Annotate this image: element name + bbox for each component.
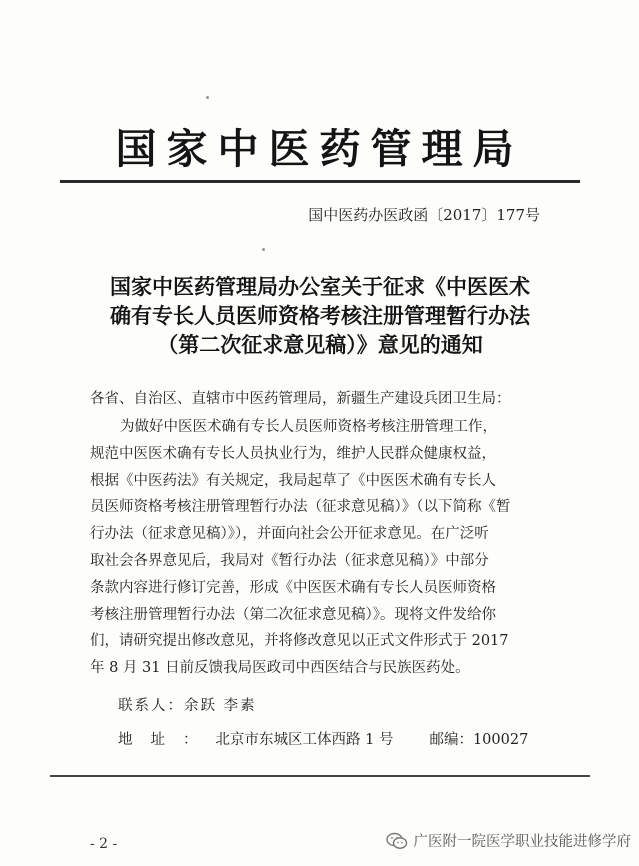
contact-line — [118, 694, 257, 715]
body-line: 行办法（征求意见稿）》），并面向社会公开征求意见。在广泛听 — [90, 526, 489, 543]
postcode-label: 邮编： — [429, 732, 473, 748]
notice-title-line: 国家中医药管理局办公室关于征求《中医医术 — [110, 274, 530, 299]
body-paragraph — [90, 414, 530, 682]
document-number: 国中医药办医政函〔2017〕177号 — [308, 206, 540, 224]
contact-label: 联系人： — [118, 698, 184, 714]
body-line: 们，请研究提出修改意见，并将修改意见以正式文件形式于 2017 — [90, 633, 509, 650]
postcode-value: 100027 — [472, 732, 529, 748]
wechat-icon — [386, 832, 408, 850]
notice-title — [80, 272, 560, 359]
footer-divider — [50, 775, 590, 777]
addressee-line: 各省、自治区、直辖市中医药管理局，新疆生产建设兵团卫生局： — [90, 391, 511, 407]
body-line: 取社会各界意见后，我局对《暂行办法（征求意见稿）》中部分 — [90, 552, 489, 569]
body-line: 条款内容进行修订完善，形成《中医医术确有专长人员医师资格 — [90, 579, 496, 596]
contact-names: 余跃 李素 — [184, 698, 257, 714]
scan-speck — [206, 96, 209, 99]
notice-title-line: 确有专长人员医师资格考核注册管理暂行办法 — [110, 303, 530, 328]
watermark-text: 广医附一院医学职业技能进修学府 — [413, 834, 631, 850]
address-value: 北京市东城区工体西路 1 号 — [215, 732, 394, 748]
watermark — [386, 830, 632, 851]
body-line: 考核注册管理暂行办法（第二次征求意见稿）》。现将文件发给你 — [90, 606, 496, 623]
agency-title: 国家中医药管理局 — [115, 125, 524, 173]
page-number: - 2 - — [90, 836, 118, 852]
notice-title-line: （第二次征求意见稿）》意见的通知 — [157, 332, 483, 357]
body-line: 根据《中医药法》有关规定，我局起草了《中医医术确有专长人 — [90, 472, 496, 489]
body-line: 员医师资格考核注册管理暂行办法（征求意见稿）》（以下简称《暂 — [90, 499, 511, 516]
scan-speck — [262, 248, 265, 251]
body-line: 规范中医医术确有专长人员执业行为，维护人民群众健康权益， — [90, 445, 496, 462]
header-divider — [60, 180, 580, 183]
address-line — [118, 728, 528, 749]
body-line: 为做好中医医术确有专长人员医师资格考核注册管理工作， — [120, 419, 497, 435]
address-label: 地址： — [118, 732, 216, 748]
body-line: 年 8 月 31 日前反馈我局医政司中西医结合与民族医药处。 — [90, 660, 470, 677]
